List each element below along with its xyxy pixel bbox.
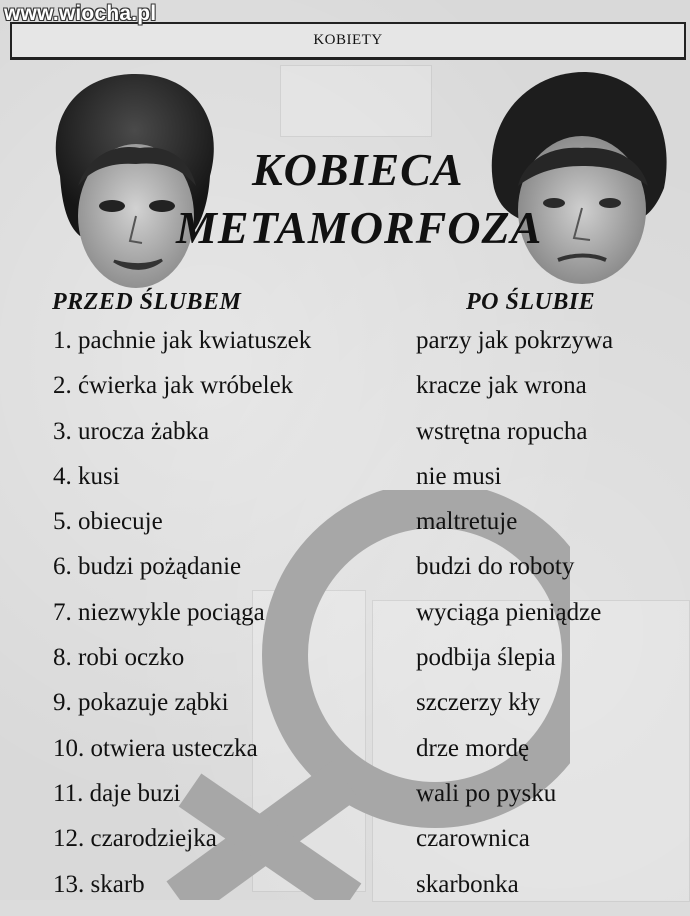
section-header bbox=[10, 22, 686, 60]
before-text: 4. kusi bbox=[53, 462, 120, 490]
list-item bbox=[0, 825, 690, 870]
young-woman-portrait bbox=[40, 66, 225, 291]
list-item bbox=[0, 327, 690, 372]
background-print-through bbox=[280, 65, 432, 137]
after-text: wali po pysku bbox=[416, 779, 557, 807]
title-line-2: METAMORFOZA bbox=[176, 202, 543, 253]
after-text: wyciąga pieniądze bbox=[416, 598, 602, 626]
title-line-1: KOBIECA bbox=[252, 144, 464, 195]
after-text: skarbonka bbox=[416, 870, 519, 898]
after-text: kracze jak wrona bbox=[416, 372, 587, 400]
section-header-label: KOBIETY bbox=[313, 32, 383, 48]
after-text: podbija ślepia bbox=[416, 644, 556, 672]
after-text: nie musi bbox=[416, 462, 502, 490]
list-item bbox=[0, 372, 690, 417]
before-text: 13. skarb bbox=[53, 870, 145, 898]
after-text: szczerzy kły bbox=[416, 689, 541, 717]
list-item bbox=[0, 780, 690, 825]
list-item bbox=[0, 418, 690, 463]
after-wedding-heading: PO ŚLUBIE bbox=[466, 289, 596, 315]
list-item bbox=[0, 644, 690, 689]
before-text: 7. niezwykle pociąga bbox=[53, 598, 265, 626]
after-text: maltretuje bbox=[416, 508, 518, 536]
list-item bbox=[0, 553, 690, 598]
older-woman-portrait bbox=[486, 68, 672, 288]
list-item bbox=[0, 508, 690, 553]
before-text: 5. obiecuje bbox=[53, 508, 163, 536]
before-text: 6. budzi pożądanie bbox=[53, 553, 242, 581]
comparison-list bbox=[0, 327, 690, 916]
list-item bbox=[0, 689, 690, 734]
after-text: parzy jak pokrzywa bbox=[416, 327, 614, 354]
before-text: 1. pachnie jak kwiatuszek bbox=[53, 327, 312, 354]
before-text: 10. otwiera usteczka bbox=[53, 734, 258, 762]
before-text: 11. daje buzi bbox=[53, 779, 181, 807]
list-item bbox=[0, 463, 690, 508]
list-item bbox=[0, 599, 690, 644]
before-text: 8. robi oczko bbox=[53, 644, 185, 672]
list-item bbox=[0, 735, 690, 780]
before-text: 9. pokazuje ząbki bbox=[53, 689, 229, 717]
before-text: 12. czarodziejka bbox=[53, 825, 217, 853]
after-text: drze mordę bbox=[416, 734, 530, 762]
before-text: 3. urocza żabka bbox=[53, 417, 210, 445]
site-watermark: www.wiocha.pl bbox=[4, 2, 157, 25]
before-wedding-heading: PRZED ŚLUBEM bbox=[52, 289, 242, 315]
after-text: czarownica bbox=[416, 825, 530, 853]
after-text: budzi do roboty bbox=[416, 553, 575, 581]
list-item bbox=[0, 871, 690, 916]
after-text: wstrętna ropucha bbox=[416, 417, 588, 445]
before-text: 2. ćwierka jak wróbelek bbox=[53, 372, 294, 400]
